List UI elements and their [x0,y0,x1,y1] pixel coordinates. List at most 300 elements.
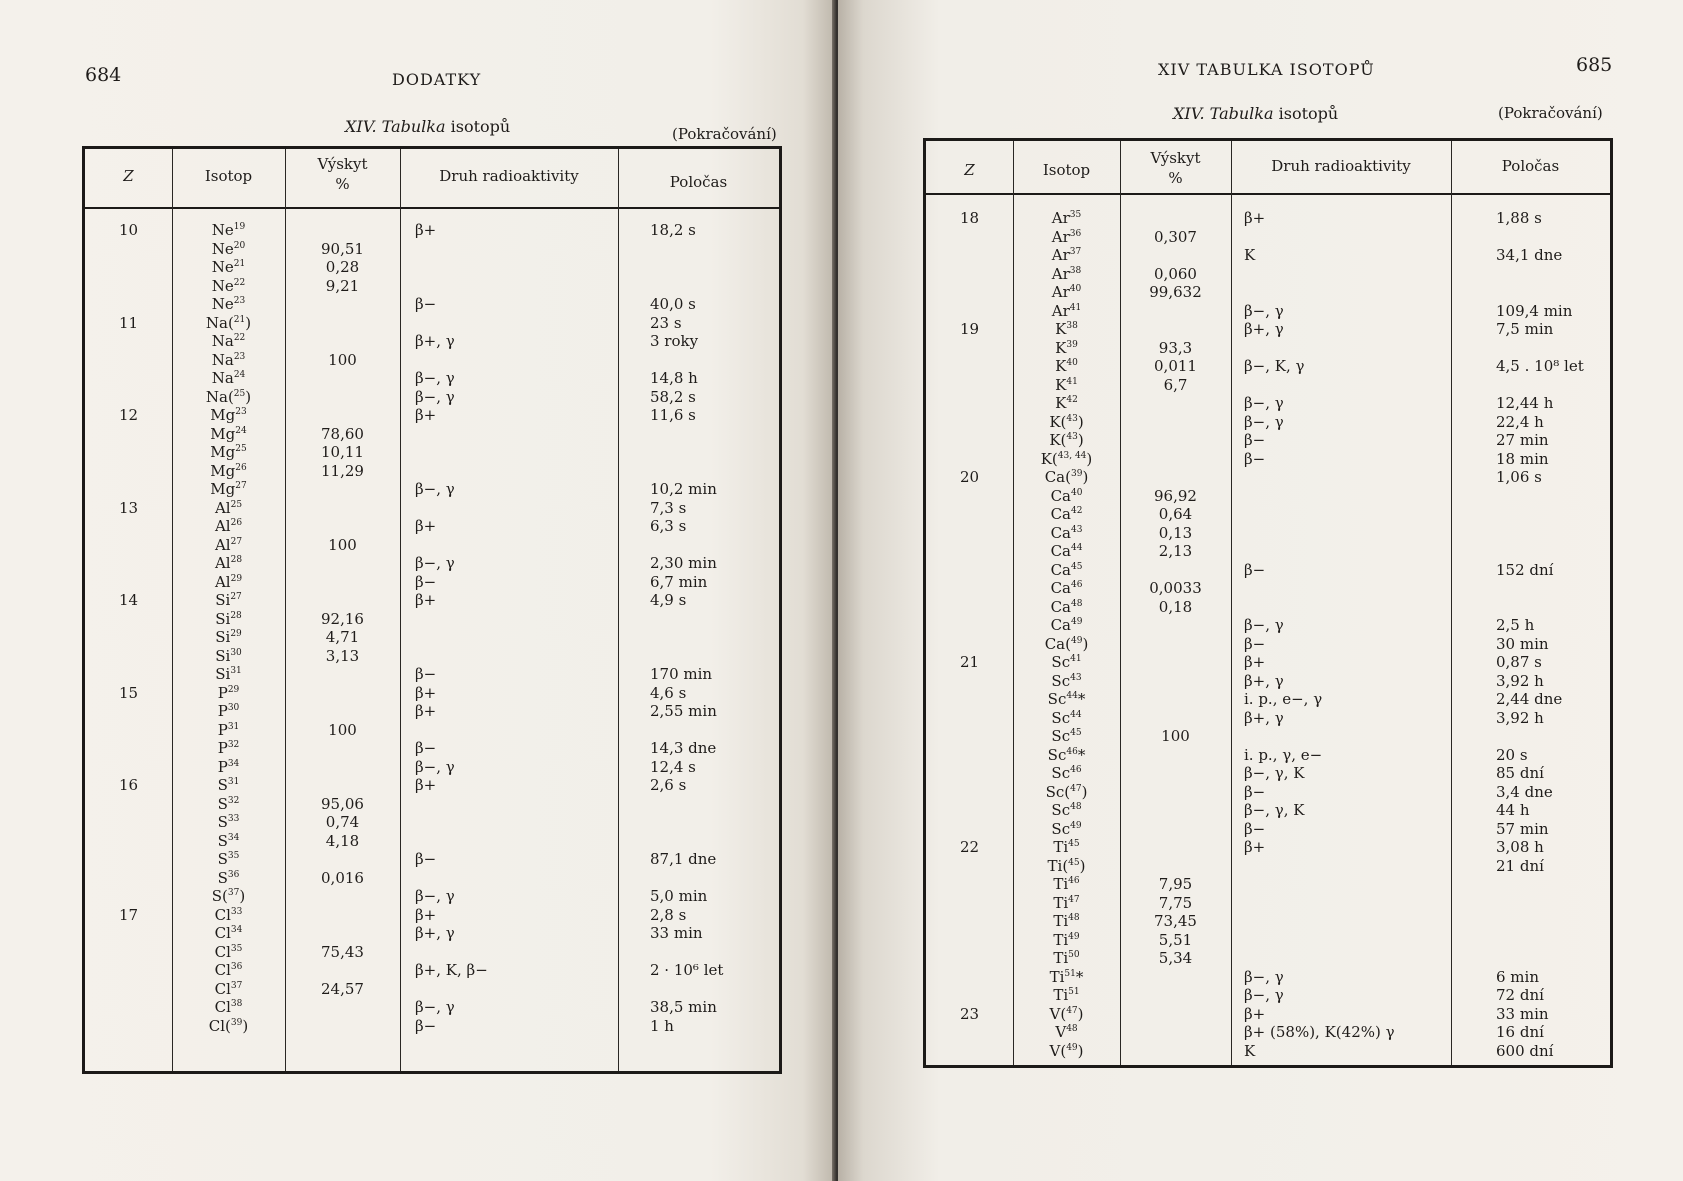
cell-abundance [285,480,400,499]
cell-decay [1244,487,1449,506]
cell-decay: β−, γ [415,554,455,572]
cell-z [926,357,1013,376]
cell-z [85,628,172,647]
cell-half-life: 7,3 s [650,498,687,517]
cell-decay: β+ [1244,838,1266,856]
header-abundance: Výskyt [317,155,368,173]
isotope-mass-number: 23 [233,351,246,362]
isotope-symbol: Sc [1051,727,1071,745]
cell-half-life: 6,7 min [650,572,708,591]
isotope-symbol: Sc [1051,653,1071,671]
cell-isotope [1013,246,1120,265]
cell-decay: β+ [1244,1004,1266,1023]
cell-decay [415,832,615,851]
header-abundance: Výskyt [1150,149,1201,167]
cell-half-life: 12,4 s [650,757,696,776]
column-half-life [1496,209,1608,1060]
cell-decay [415,980,615,999]
cell-abundance: 96,92 [1154,486,1197,505]
column-half-life [650,221,775,1035]
isotope-mass-number: 49 [1066,1042,1078,1053]
isotope-mass-number: 41 [1066,376,1078,387]
cell-abundance [285,517,400,536]
cell-isotope [1013,450,1120,469]
cell-abundance [285,924,400,943]
cell-decay [415,351,615,370]
isotope-symbol: S [217,776,228,794]
cell-abundance: 78,60 [321,424,364,443]
cell-decay: β+ [1244,209,1266,227]
cell-half-life [1496,283,1608,302]
cell-decay [1244,524,1449,543]
cell-isotope [172,573,285,592]
cell-decay: β−, γ [415,887,455,905]
cell-half-life: 3,92 h [1496,708,1544,727]
cell-half-life: 72 dní [1496,986,1544,1004]
isotope-mass-number: 39 [1066,339,1078,350]
isotope-mass-number: 43 [1070,524,1083,535]
cell-abundance: 5,51 [1158,930,1193,949]
cell-abundance [285,554,400,573]
isotope-symbol: Mg [210,406,236,424]
cell-z [926,949,1013,968]
isotope-symbol: P [217,757,228,776]
isotope-mass-number: 28 [230,555,243,565]
isotope-symbol: Mg [210,443,236,461]
cell-z: 12 [118,406,139,424]
cell-isotope [1013,931,1120,950]
cell-decay: β− [1244,560,1266,579]
column-decay [1244,209,1449,1060]
cell-isotope [1013,857,1120,876]
cell-decay: β−, γ [1244,412,1284,431]
cell-z: 15 [118,683,139,702]
cell-z [85,702,172,721]
cell-abundance [285,314,400,333]
isotope-symbol: Ti [1053,875,1069,893]
cell-decay [1244,912,1449,931]
page-number: 685 [1576,54,1613,76]
cell-decay [1244,339,1449,358]
cell-decay: K [1244,1041,1256,1060]
isotope-symbol: S [217,813,228,831]
isotope-mass-number: 38 [1066,321,1078,331]
isotope-symbol: Si [215,609,231,628]
cell-half-life: 18,2 s [650,221,696,239]
isotope-symbol: Ca [1050,542,1071,560]
cell-abundance: 95,06 [321,794,364,813]
cell-z [85,462,172,481]
cell-isotope [172,425,285,444]
cell-abundance: 0,011 [1154,357,1197,375]
cell-abundance [1120,1005,1231,1024]
cell-decay [415,647,615,666]
cell-z [85,258,172,277]
isotope-mass-number: 22 [233,333,246,343]
isotope-symbol: Ne [211,276,234,295]
cell-decay [1244,857,1449,876]
cell-abundance: 9,21 [325,276,360,295]
isotope-mass-number: 27 [235,481,247,491]
cell-half-life: 57 min [1496,819,1549,838]
isotope-symbol: Ar [1051,209,1070,227]
isotope-mass-number: 24 [235,425,247,436]
cell-abundance [1120,561,1231,580]
cell-z [85,758,172,777]
cell-decay [1244,505,1449,524]
cell-half-life: 1,06 s [1496,468,1542,486]
cell-decay [415,258,615,277]
isotope-symbol: Ca [1050,616,1071,634]
cell-z: 18 [959,209,980,227]
isotope-suffix: ) [1077,1041,1084,1060]
isotope-mass-number: 49 [1068,931,1080,942]
cell-z [85,332,172,351]
isotope-mass-number: 39 [230,1017,243,1028]
isotope-mass-number: 30 [230,647,242,658]
isotope-mass-number: 29 [230,629,242,639]
isotope-symbol: Cl [214,905,231,924]
cell-abundance: 5,34 [1158,949,1193,967]
cell-half-life: 1 h [650,1016,674,1035]
cell-abundance [285,961,400,980]
isotope-mass-number: 21 [233,259,246,269]
cell-abundance: 100 [328,535,357,554]
cell-z [85,517,172,536]
right-page [838,0,1683,1181]
isotope-symbol: S [217,831,228,850]
cell-half-life: 2,5 h [1496,616,1535,634]
isotope-mass-number: 28 [230,610,242,621]
isotope-mass-number: 38 [230,999,243,1009]
cell-abundance [1120,209,1231,228]
isotope-symbol: Mg [210,461,236,480]
isotope-mass-number: 47 [1070,783,1082,794]
cell-half-life: 44 h [1496,801,1530,819]
cell-abundance: 10,11 [321,443,364,461]
cell-z [926,616,1013,635]
cell-abundance [285,406,400,425]
cell-isotope [172,887,285,906]
cell-isotope [172,739,285,758]
cell-z: 11 [118,313,139,332]
cell-z [926,579,1013,598]
cell-decay: β+ [415,221,437,239]
isotope-mass-number: 20 [233,240,246,251]
caption-italic: XIV. Tabulka [345,117,446,136]
cell-isotope [172,610,285,629]
cell-abundance [285,887,400,906]
isotope-suffix: ) [1086,449,1093,468]
cell-decay: β− [415,295,437,313]
isotope-mass-number: 22 [233,277,246,288]
cell-decay: β+, γ [1244,708,1284,727]
cell-half-life: 22,4 h [1496,412,1544,431]
isotope-symbol: K [1055,394,1067,412]
cell-decay [415,536,615,555]
isotope-symbol: P [217,702,228,720]
isotope-symbol: Sc [1051,801,1071,819]
isotope-mass-number: 21 [233,314,246,325]
isotope-symbol: Ca( [1044,468,1071,486]
isotope-mass-number: 35 [1069,210,1082,220]
cell-decay: β+ [415,776,437,794]
cell-decay: β+ [415,702,437,720]
cell-isotope [172,924,285,943]
isotope-symbol: Cl [214,998,231,1016]
cell-decay [415,277,615,296]
cell-isotope [172,961,285,980]
isotope-mass-number: 27 [230,536,243,547]
cell-half-life: 6,3 s [650,517,687,535]
cell-abundance: 0,18 [1158,597,1193,616]
isotope-suffix: * [1077,745,1086,764]
cell-decay: β+, γ [1244,671,1284,690]
cell-isotope [1013,894,1120,913]
cell-abundance: 4,71 [325,628,360,646]
cell-z [85,832,172,851]
cell-z [926,635,1013,654]
cell-abundance [285,221,400,240]
cell-decay [1244,376,1449,395]
cell-decay: β−, γ [1244,301,1284,320]
isotope-symbol: Ca [1050,523,1071,542]
cell-isotope [1013,653,1120,672]
isotope-mass-number: 49 [1070,635,1083,646]
cell-decay: β−, γ [415,480,455,498]
cell-abundance: 0,64 [1158,505,1193,523]
cell-isotope [172,943,285,962]
cell-half-life: 170 min [650,665,713,683]
cell-decay [1244,727,1449,746]
cell-isotope [172,684,285,703]
cell-isotope [1013,875,1120,894]
isotope-mass-number: 43 [1066,432,1078,442]
cell-z [85,443,172,462]
isotope-symbol: Sc [1051,671,1071,690]
cell-abundance [1120,986,1231,1005]
cell-abundance: 3,13 [325,646,360,665]
cell-abundance [1120,820,1231,839]
cell-half-life: 20 s [1496,745,1528,764]
cell-half-life [650,869,775,888]
cell-half-life: 30 min [1496,634,1549,653]
isotope-mass-number: 48 [1070,802,1082,812]
isotope-mass-number: 25 [230,499,243,510]
isotope-suffix: ) [1081,782,1088,801]
cell-z [85,480,172,499]
cell-abundance [1120,690,1231,709]
cell-abundance [285,998,400,1017]
cell-isotope [172,517,285,536]
cell-abundance [1120,709,1231,728]
isotope-symbol: Ne [211,221,234,239]
cell-decay [415,443,615,462]
cell-isotope [1013,339,1120,358]
cell-z [926,690,1013,709]
cell-decay [415,425,615,444]
cell-isotope [1013,209,1120,228]
isotope-mass-number: 41 [1070,654,1082,664]
isotope-mass-number: 43 [1070,672,1082,683]
cell-half-life: 1,88 s [1496,209,1542,227]
isotope-table [82,146,782,1074]
cell-isotope [172,462,285,481]
cell-abundance: 24,57 [321,979,364,998]
cell-z: 23 [959,1004,980,1023]
cell-isotope [172,536,285,555]
isotope-symbol: S [217,794,228,813]
cell-abundance [1120,1023,1231,1042]
isotope-symbol: K( [1049,431,1067,449]
cell-z [85,351,172,370]
cell-decay [415,628,615,647]
cell-half-life [650,443,775,462]
cell-abundance: 0,13 [1158,523,1193,542]
isotope-symbol: Cl [214,961,231,979]
cell-half-life: 2,44 dne [1496,690,1563,708]
cell-isotope [1013,394,1120,413]
cell-z [85,721,172,740]
cell-z [926,376,1013,395]
isotope-symbol: Ti [1053,986,1069,1004]
cell-isotope [172,295,285,314]
cell-abundance [1120,320,1231,339]
cell-isotope [172,277,285,296]
isotope-symbol: Ca [1050,505,1071,523]
cell-isotope [172,314,285,333]
cell-abundance [1120,413,1231,432]
cell-half-life [1496,727,1608,746]
header-z: Z [123,167,134,185]
cell-isotope [172,869,285,888]
cell-isotope [172,240,285,259]
cell-z [926,524,1013,543]
cell-half-life [1496,376,1608,395]
cell-isotope [172,221,285,240]
cell-abundance [285,702,400,721]
header-decay: Druh radioaktivity [439,167,579,185]
isotope-symbol: Ca [1050,579,1071,597]
cell-z [85,554,172,573]
isotope-suffix: ) [1077,431,1084,449]
cell-abundance: 0,060 [1154,264,1197,283]
column-z [85,221,172,1035]
cell-abundance: 90,51 [321,239,364,258]
isotope-symbol: Ar [1051,227,1070,246]
cell-abundance [1120,450,1231,469]
cell-isotope [1013,542,1120,561]
cell-z [926,413,1013,432]
cell-half-life: 600 dní [1496,1041,1554,1060]
cell-isotope [1013,727,1120,746]
cell-isotope [172,332,285,351]
cell-isotope [172,647,285,666]
column-decay [415,221,615,1035]
header-half-life: Poločas [669,173,728,191]
cell-half-life: 6 min [1496,967,1539,986]
cell-z [85,943,172,962]
isotope-mass-number: 46 [1070,765,1082,775]
isotope-mass-number: 44 [1070,709,1082,720]
isotope-symbol: Ca [1050,486,1071,505]
cell-half-life [650,795,775,814]
cell-abundance [285,591,400,610]
cell-half-life: 3,08 h [1496,838,1544,856]
cell-isotope [172,369,285,388]
isotope-symbol: Al [214,498,231,517]
cell-z [926,487,1013,506]
isotope-symbol: Sc [1047,690,1067,708]
cell-isotope [1013,968,1120,987]
cell-decay: β− [415,572,437,591]
cell-abundance [285,776,400,795]
cell-isotope [172,906,285,925]
cell-decay [1244,228,1449,247]
cell-isotope [1013,635,1120,654]
cell-z [926,931,1013,950]
cell-half-life: 23 s [650,313,682,332]
isotope-mass-number: 49 [1070,617,1083,627]
cell-isotope [1013,505,1120,524]
isotope-symbol: Na [211,369,234,387]
isotope-symbol: V( [1049,1041,1067,1060]
cell-half-life: 2 · 10⁶ let [650,961,724,979]
cell-z [926,561,1013,580]
cell-half-life [650,832,775,851]
cell-decay: β− [1244,634,1266,653]
isotope-symbol: V [1055,1023,1067,1041]
cell-isotope [172,832,285,851]
cell-z [85,277,172,296]
cell-half-life: 12,44 h [1496,394,1554,412]
header-decay: Druh radioaktivity [1271,157,1411,175]
cell-isotope [172,1017,285,1036]
cell-isotope [172,443,285,462]
isotope-suffix: ) [239,887,246,905]
isotope-mass-number: 25 [235,444,247,454]
column-abundance [1120,209,1231,1060]
isotope-suffix: ) [1077,1004,1084,1023]
cell-z [926,801,1013,820]
cell-abundance [285,850,400,869]
cell-decay [1244,542,1449,561]
cell-abundance [285,665,400,684]
cell-half-life [650,721,775,740]
cell-half-life: 10,2 min [650,480,717,498]
isotope-mass-number: 40 [1066,358,1078,368]
cell-z [85,425,172,444]
cell-half-life [650,351,775,370]
isotope-mass-number: 40 [1070,487,1083,498]
cell-decay [1244,931,1449,950]
cell-abundance [285,1017,400,1036]
cell-z [926,875,1013,894]
cell-half-life [1496,931,1608,950]
isotope-symbol: Ti [1053,838,1069,856]
cell-decay [415,795,615,814]
isotope-mass-number: 35 [230,943,243,954]
cell-isotope [172,758,285,777]
isotope-mass-number: 33 [227,814,240,824]
isotope-symbol: Si [215,591,231,609]
cell-decay: β+, γ [1244,320,1284,338]
cell-half-life [1496,487,1608,506]
isotope-symbol: Na( [205,387,234,406]
cell-z [926,820,1013,839]
cell-decay: β+ [415,683,437,702]
cell-abundance [1120,394,1231,413]
